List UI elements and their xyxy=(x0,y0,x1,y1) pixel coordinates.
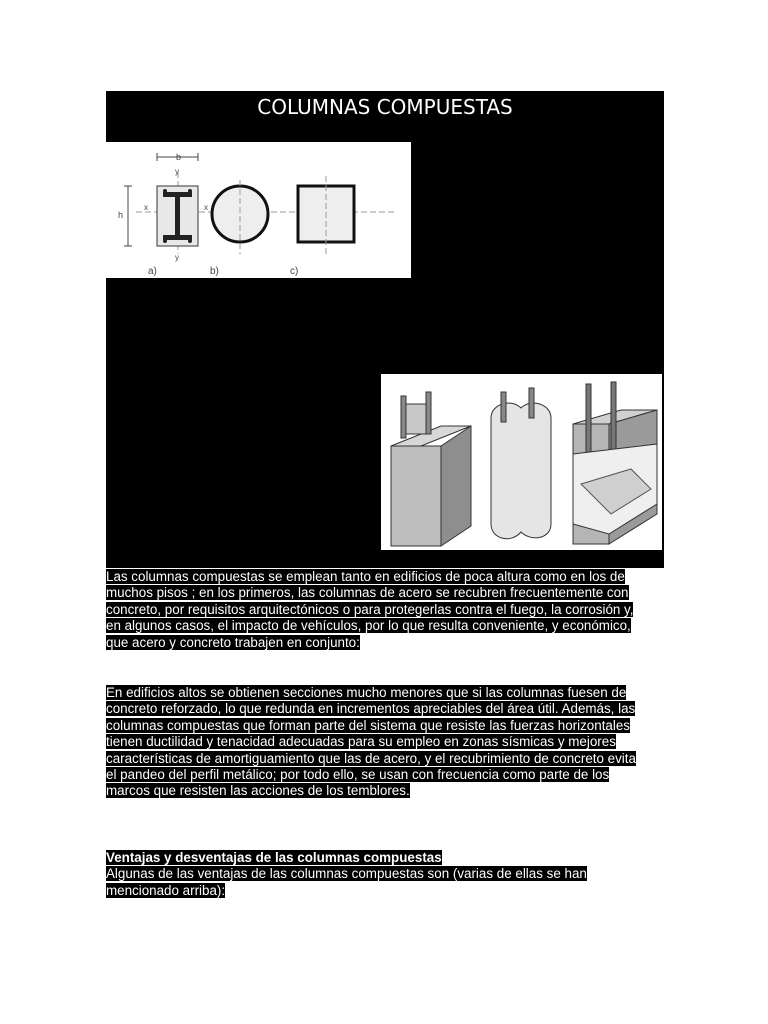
label-x-right: x xyxy=(204,203,208,212)
columns-3d-drawing xyxy=(381,374,662,550)
text-line: Las columnas compuestas se emplean tanto en edificios de poca altura como en los de xyxy=(106,569,625,584)
label-x-left: x xyxy=(144,203,148,212)
text-line: el pandeo del perfil metálico; por todo ello, se usan con frecuencia como parte de los xyxy=(106,767,610,783)
cross-section-diagram xyxy=(106,142,411,278)
label-b: b xyxy=(176,152,182,162)
section-advantages xyxy=(106,850,587,899)
paragraph-usage xyxy=(106,569,633,651)
text-line: mencionado arriba): xyxy=(106,882,226,898)
label-c-fig: c) xyxy=(290,266,299,277)
page-title: COLUMNAS COMPUESTAS xyxy=(257,95,513,119)
label-y-bottom: y xyxy=(175,253,179,262)
label-h: h xyxy=(118,210,124,220)
composite-columns-illustration xyxy=(381,374,662,550)
text-line: marcos que resisten las acciones de los temblores. xyxy=(106,783,410,799)
text-line: tienen ductilidad y tenacidad adecuadas para su empleo en zonas sísmicas y mejores xyxy=(106,734,616,750)
text-line: columnas compuestas que forman parte del sistema que resiste las fuerzas horizontales xyxy=(106,717,630,733)
label-b-fig: b) xyxy=(210,266,219,277)
text-line: concreto, por requisitos arquitectónicos o para protegerlas contra el fuego, la corrosión y, xyxy=(106,601,634,617)
text-line: características de amortiguamiento que las de acero, y el recubrimiento de concreto evita xyxy=(106,750,636,766)
section-heading: Ventajas y desventajas de las columnas compuestas xyxy=(106,850,442,865)
text-line: en algunos casos, el impacto de vehículos, por lo que resulta conveniente, y económico, xyxy=(106,618,631,634)
cross-section-figure xyxy=(106,142,411,278)
text-line: Algunas de las ventajas de las columnas compuestas son (varias de ellas se han xyxy=(106,866,587,882)
label-a: a) xyxy=(148,266,157,277)
paragraph-tall-buildings xyxy=(106,685,636,800)
text-line: concreto reforzado, lo que redunda en incrementos apreciables del área útil. Además, las xyxy=(106,701,636,717)
text-line: muchos pisos ; en los primeros, las columnas de acero se recubren frecuentemente con xyxy=(106,585,629,601)
intro-paragraph: En la figura se muestran los dos tipos de columnas compuestas que se utilizan en edificios. La columna de a) es un perfil de acero ahogado en concreto, y las de las b) y c) son tubos de acero, de sección transversal circular o rectangular, rellenos de concreto. xyxy=(106,318,662,373)
text-line: que acero y concreto trabajen en conjunto: xyxy=(106,634,360,650)
label-y-top: y xyxy=(175,167,179,176)
text-line: En edificios altos se obtienen secciones mucho menores que si las columnas fuesen de xyxy=(106,685,627,700)
